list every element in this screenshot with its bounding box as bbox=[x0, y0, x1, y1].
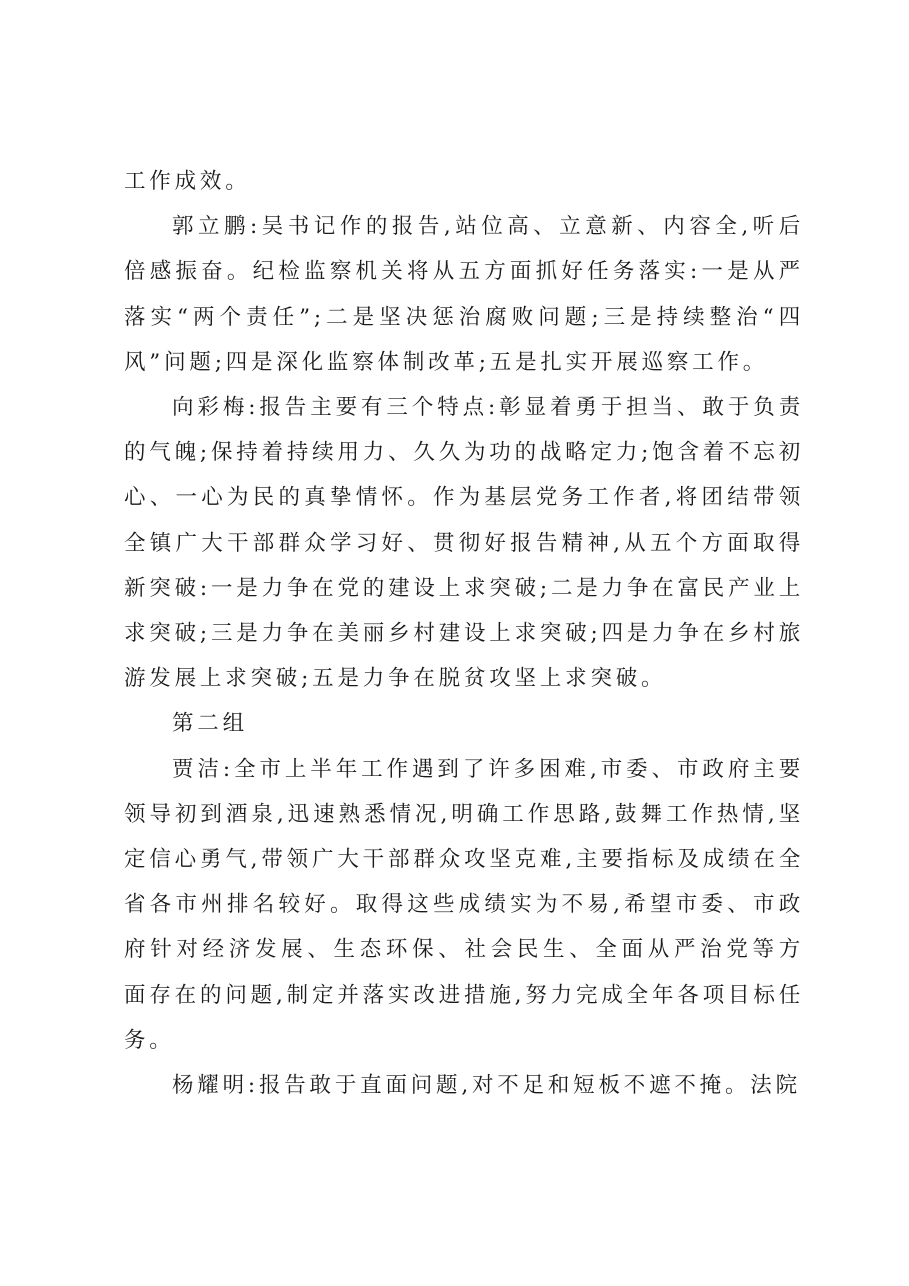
paragraph-xiang-caimei: 向彩梅:报告主要有三个特点:彰显着勇于担当、敢于负责的气魄;保持着持续用力、久久为功的战略定力;饱含着不忘初心、一心为民的真挚情怀。作为基层党务工作者,将团结带领全镇广大干部群众学习好、贯彻好报告精神,从五个方面取得新突破:一是力争在党的建设上求突破;二是力争在富民产业上求突破;三是力争在美丽乡村建设上求突破;四是力争在乡村旅游发展上求突破;五是力争在脱贫攻坚上求突破。 bbox=[124, 395, 804, 692]
paragraph-jia-jie: 贾洁:全市上半年工作遇到了许多困难,市委、市政府主要领导初到酒泉,迅速熟悉情况,明确工作思路,鼓舞工作热情,坚定信心勇气,带领广大干部群众攻坚克难,主要指标及成绩在全省各市州排名较好。取得这些成绩实为不易,希望市委、市政府针对经济发展、生态环保、社会民生、全面从严治党等方面存在的问题,制定并落实改进措施,努力完成全年各项目标任务。 bbox=[124, 756, 804, 1053]
paragraph-continuation: 工作成效。 bbox=[124, 169, 251, 194]
document-body bbox=[124, 159, 804, 1108]
paragraph-yang-yaoming: 杨耀明:报告敢于直面问题,对不足和短板不遮不掩。法院 bbox=[172, 1073, 801, 1099]
section-heading-group-two: 第二组 bbox=[172, 711, 248, 737]
paragraph-guo-lipeng: 郭立鹏:吴书记作的报告,站位高、立意新、内容全,听后倍感振奋。纪检监察机关将从五方面抓好任务落实:一是从严落实“两个责任”;二是坚决惩治腐败问题;三是持续整治“四风”问题;四是深化监察体制改革;五是扎实开展巡察工作。 bbox=[124, 214, 804, 375]
